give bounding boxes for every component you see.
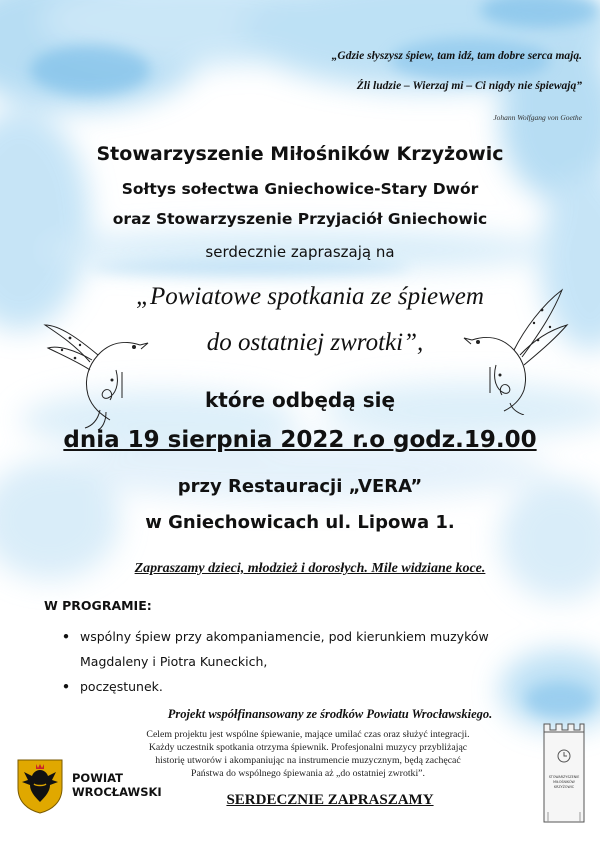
funding-title: Projekt współfinansowany ze środków Powiatu Wrocławskiego. [167,707,493,721]
program-item [62,624,582,674]
event-intro: które odbędą się [204,388,396,412]
quote-line-2: Źli ludzie – Wierzaj mi – Ci nigdy nie śpiewają” [356,80,582,92]
program-item-line: • poczęstunek. [80,679,163,694]
tower-logo-line-3: KRZYŻOWIC [553,785,575,789]
invite-text: serdecznie zapraszają na [205,243,395,261]
association-tower-logo-icon [538,720,588,825]
description-line: Celem projektu jest wspólne śpiewanie, mające umilać czas oraz służyć integracji. [146,729,470,740]
program-item-line: • wspólny śpiew przy akompaniamencie, pod kierunkiem muzyków [80,629,489,644]
organizer-3: oraz Stowarzyszenie Przyjaciół Gniechowic [112,210,488,228]
closing-text-label: SERDECZNIE ZAPRASZAMY [226,792,434,808]
quote-author: Johann Wolfgang von Goethe [493,113,582,122]
powiat-crest-icon [16,758,64,814]
event-date-text: dnia 19 sierpnia 2022 r.o godz.19.00 [63,427,537,453]
event-date [0,427,600,453]
quote-line-1: „Gdzie słyszysz śpiew, tam idź, tam dobre serca mają. [331,50,582,62]
description-line: Państwa do wspólnego śpiewania aż „do ostatniej zwrotki”. [191,768,425,779]
organizer-2: Sołtys sołectwa Gniechowice-Stary Dwór [121,180,479,198]
program-heading: W PROGRAMIE: [44,598,152,613]
event-title-line-1: „Powiatowe spotkania ze śpiewem [136,283,484,310]
tower-logo-line-1: STOWARZYSZENIE [548,775,580,779]
description-line: Każdy uczestnik spotkania otrzyma śpiewnik. Profesjonalni muzycy przybliżając [148,742,468,753]
powiat-logo-line-2: WROCŁAWSKI [72,785,162,799]
event-place-2: w Gniechowicach ul. Lipowa 1. [145,512,455,533]
event-place-1: przy Restauracji „VERA” [177,476,423,497]
event-title-line-2: do ostatniej zwrotki”, [206,329,424,356]
powiat-logo-text [72,771,162,799]
welcome-note-text: Zapraszamy dzieci, młodzież i dorosłych. Mile widziane koce. [134,561,486,576]
project-description [108,728,508,780]
powiat-logo-line-1: POWIAT [72,771,124,785]
program-item-line: Magdaleny i Piotra Kuneckich, [80,654,268,669]
tower-logo-line-2: MIŁOŚNIKÓW [553,780,575,784]
program-item [62,674,582,699]
organizer-1: Stowarzyszenie Miłośników Krzyżowic [96,143,504,165]
welcome-note [0,561,600,577]
program-list [62,624,582,699]
description-line: historię utworów i akompaniując na instrumencie muzycznym, będą zachęcać [155,755,461,766]
